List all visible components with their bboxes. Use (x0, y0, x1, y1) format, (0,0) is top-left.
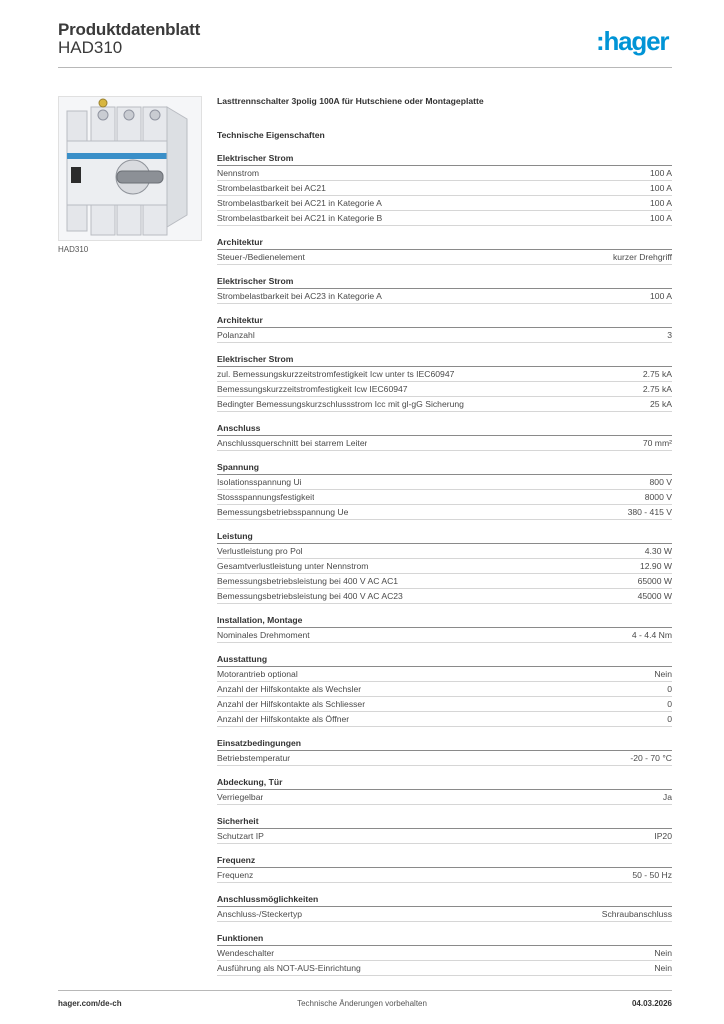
spec-value: 4 - 4.4 Nm (631, 630, 672, 640)
section-title: Architektur (217, 236, 672, 250)
footer-website: hager.com/de-ch (58, 999, 122, 1008)
section-title: Funktionen (217, 932, 672, 946)
spec-row (217, 829, 672, 844)
spec-value: 0 (667, 684, 672, 694)
section-title: Architektur (217, 314, 672, 328)
section-title: Leistung (217, 530, 672, 544)
spec-label: Anzahl der Hilfskontakte als Wechsler (217, 684, 362, 694)
spec-value: 65000 W (637, 576, 672, 586)
spec-row (217, 946, 672, 961)
spec-row (217, 250, 672, 265)
spec-row (217, 181, 672, 196)
spec-row (217, 211, 672, 226)
spec-row (217, 166, 672, 181)
spec-label: Steuer-/Bedienelement (217, 252, 305, 262)
spec-value: 100 A (650, 291, 672, 301)
spec-label: Bemessungsbetriebsleistung bei 400 V AC AC1 (217, 576, 399, 586)
spec-row (217, 667, 672, 682)
spec-section (217, 776, 672, 805)
spec-section (217, 893, 672, 922)
spec-row (217, 589, 672, 604)
section-title: Anschlussmöglichkeiten (217, 893, 672, 907)
spec-value: Nein (654, 963, 672, 973)
spec-section (217, 530, 672, 604)
spec-value: Nein (654, 948, 672, 958)
footer-date: 04.03.2026 (631, 999, 672, 1008)
spec-value: Nein (654, 669, 672, 679)
spec-label: Nennstrom (217, 168, 260, 178)
spec-section (217, 932, 672, 976)
spec-label: Polanzahl (217, 330, 255, 340)
spec-value: 4.30 W (644, 546, 672, 556)
spec-section (217, 353, 672, 412)
section-title: Installation, Montage (217, 614, 672, 628)
spec-label: Anzahl der Hilfskontakte als Schliesser (217, 699, 366, 709)
spec-row (217, 505, 672, 520)
spec-value: Schraubanschluss (601, 909, 672, 919)
spec-value: 380 - 415 V (627, 507, 672, 517)
spec-row (217, 475, 672, 490)
spec-row (217, 790, 672, 805)
spec-label: Betriebstemperatur (217, 753, 291, 763)
section-title: Elektrischer Strom (217, 152, 672, 166)
section-title: Sicherheit (217, 815, 672, 829)
spec-label: Gesamtverlustleistung unter Nennstrom (217, 561, 369, 571)
spec-value: 25 kA (650, 399, 672, 409)
spec-sections (217, 152, 672, 976)
spec-label: Anschlussquerschnitt bei starrem Leiter (217, 438, 368, 448)
footer-divider (58, 990, 672, 991)
spec-row (217, 289, 672, 304)
spec-value: 12.90 W (639, 561, 672, 571)
section-title: Frequenz (217, 854, 672, 868)
spec-section (217, 152, 672, 226)
spec-label: Bemessungsbetriebsleistung bei 400 V AC AC23 (217, 591, 403, 601)
spec-value: kurzer Drehgriff (612, 252, 672, 262)
tech-properties-heading: Technische Eigenschaften (217, 130, 325, 140)
spec-label: Anzahl der Hilfskontakte als Öffner (217, 714, 350, 724)
spec-value: -20 - 70 °C (630, 753, 672, 763)
spec-value: 2.75 kA (642, 384, 672, 394)
section-title: Elektrischer Strom (217, 275, 672, 289)
spec-section (217, 614, 672, 643)
spec-value: 0 (667, 714, 672, 724)
spec-section (217, 422, 672, 451)
spec-section (217, 815, 672, 844)
spec-label: Strombelastbarkeit bei AC21 in Kategorie A (217, 198, 382, 208)
spec-value: 100 A (650, 183, 672, 193)
spec-label: Verriegelbar (217, 792, 264, 802)
spec-label: Motorantrieb optional (217, 669, 298, 679)
spec-row (217, 628, 672, 643)
product-description: Lasttrennschalter 3polig 100A für Hutschiene oder Montageplatte (217, 96, 484, 106)
spec-label: Strombelastbarkeit bei AC23 in Kategorie A (217, 291, 382, 301)
spec-row (217, 697, 672, 712)
spec-label: Bemessungskurzzeitstromfestigkeit Icw IEC60947 (217, 384, 408, 394)
spec-row (217, 490, 672, 505)
spec-row (217, 382, 672, 397)
section-title: Spannung (217, 461, 672, 475)
product-image (58, 96, 202, 241)
spec-row (217, 907, 672, 922)
section-title: Elektrischer Strom (217, 353, 672, 367)
spec-label: Verlustleistung pro Pol (217, 546, 303, 556)
spec-row (217, 559, 672, 574)
spec-section (217, 653, 672, 727)
spec-value: 2.75 kA (642, 369, 672, 379)
datasheet-content (217, 96, 672, 976)
header-divider (58, 67, 672, 68)
spec-row (217, 367, 672, 382)
spec-value: 50 - 50 Hz (632, 870, 672, 880)
spec-label: zul. Bemessungskurzzeitstromfestigkeit Icw unter ts IEC60947 (217, 369, 455, 379)
spec-section (217, 854, 672, 883)
spec-label: Nominales Drehmoment (217, 630, 310, 640)
spec-value: 8000 V (644, 492, 672, 502)
spec-value: 100 A (650, 168, 672, 178)
spec-label: Strombelastbarkeit bei AC21 (217, 183, 326, 193)
spec-value: IP20 (654, 831, 672, 841)
spec-label: Schutzart IP (217, 831, 264, 841)
spec-row (217, 436, 672, 451)
spec-row (217, 682, 672, 697)
spec-value: 70 mm² (642, 438, 672, 448)
spec-label: Ausführung als NOT-AUS-Einrichtung (217, 963, 361, 973)
spec-row (217, 196, 672, 211)
page-title: Produktdatenblatt (58, 20, 201, 39)
spec-section (217, 314, 672, 343)
hager-logo: :hager (596, 26, 669, 56)
spec-row (217, 868, 672, 883)
spec-row (217, 544, 672, 559)
spec-label: Anschluss-/Steckertyp (217, 909, 303, 919)
spec-value: 100 A (650, 213, 672, 223)
spec-value: Ja (662, 792, 672, 802)
spec-label: Isolationsspannung Ui (217, 477, 302, 487)
spec-label: Bedingter Bemessungskurzschlussstrom Icc mit gl-gG Sicherung (217, 399, 464, 409)
spec-section (217, 275, 672, 304)
spec-row (217, 397, 672, 412)
spec-label: Stossspannungsfestigkeit (217, 492, 315, 502)
spec-row (217, 751, 672, 766)
spec-section (217, 461, 672, 520)
spec-value: 45000 W (637, 591, 672, 601)
spec-row (217, 712, 672, 727)
product-code: HAD310 (58, 38, 123, 57)
switch-disconnector-illustration (59, 97, 201, 240)
spec-label: Bemessungsbetriebsspannung Ue (217, 507, 349, 517)
spec-label: Frequenz (217, 870, 254, 880)
spec-value: 100 A (650, 198, 672, 208)
image-caption: HAD310 (58, 245, 89, 254)
spec-row (217, 961, 672, 976)
spec-row (217, 574, 672, 589)
section-title: Einsatzbedingungen (217, 737, 672, 751)
spec-value: 3 (667, 330, 672, 340)
footer-notice: Technische Änderungen vorbehalten (297, 999, 427, 1008)
spec-value: 0 (667, 699, 672, 709)
spec-value: 800 V (649, 477, 672, 487)
spec-row (217, 328, 672, 343)
spec-section (217, 737, 672, 766)
spec-label: Strombelastbarkeit bei AC21 in Kategorie B (217, 213, 383, 223)
spec-section (217, 236, 672, 265)
section-title: Ausstattung (217, 653, 672, 667)
section-title: Anschluss (217, 422, 672, 436)
section-title: Abdeckung, Tür (217, 776, 672, 790)
spec-label: Wendeschalter (217, 948, 275, 958)
